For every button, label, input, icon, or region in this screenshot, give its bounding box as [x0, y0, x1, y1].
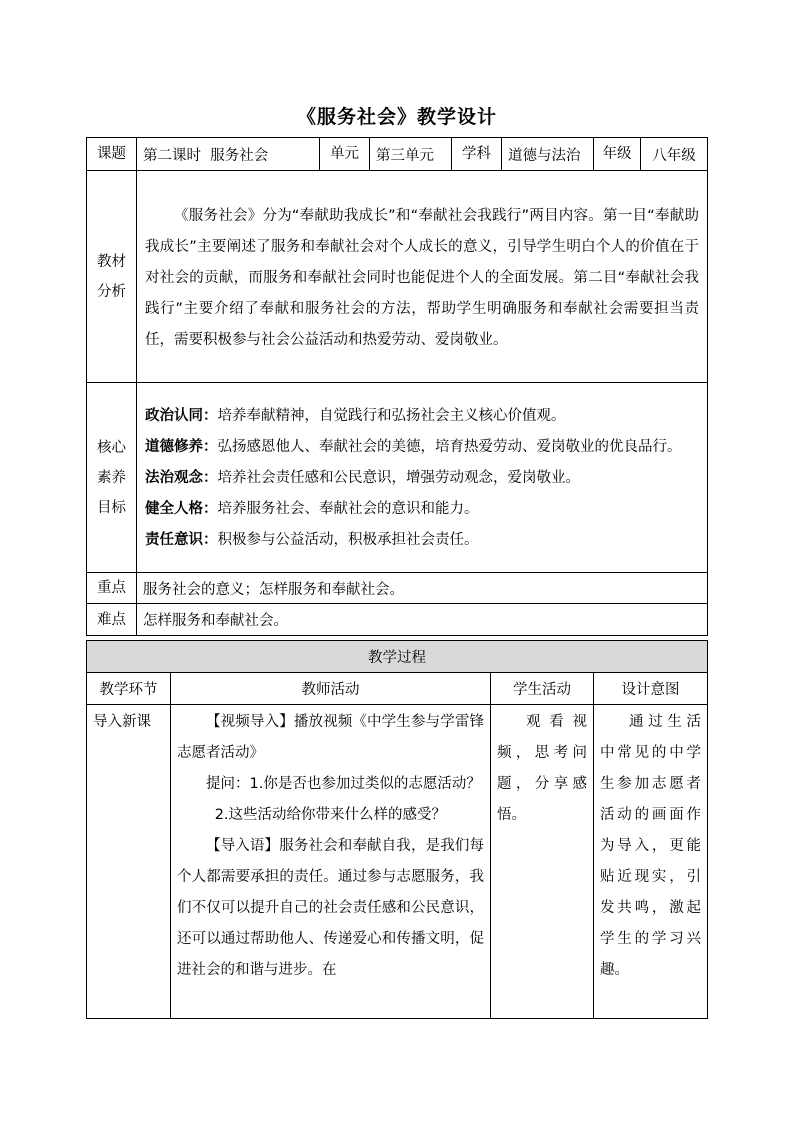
process-row	[87, 705, 708, 1019]
key-point-row	[87, 573, 708, 604]
student-activity-cell	[491, 705, 594, 1019]
teacher-activity-cell	[171, 705, 491, 1019]
core-goal-key: 健全人格：	[145, 501, 218, 517]
grade-value: 八年级	[652, 147, 696, 164]
teacher-paragraph: 【导入语】服务社会和奉献自我，是我们每个人都需要承担的责任。通过参与志愿服务，我们不仅可以提升自己的社会责任感和公民意识，还可以通过帮助他人、传递爱心和传播文明，促进社会的和谐与进步。在	[177, 838, 484, 978]
student-activity-text: 观看视频，思考问题，分享感悟。	[497, 714, 587, 823]
grade-label: 年级	[594, 138, 641, 171]
difficult-point-label: 难点	[87, 604, 137, 636]
process-columns-row	[87, 673, 708, 705]
unit-value: 第三单元	[376, 147, 434, 164]
core-label	[87, 383, 137, 573]
analysis-label-line1: 教材	[97, 253, 126, 270]
design-intent-cell	[594, 705, 708, 1019]
core-goal-text: 积极参与公益活动，积极承担社会责任。	[217, 532, 479, 548]
key-point-label: 重点	[87, 573, 137, 604]
column-header-stage: 教学环节	[87, 673, 171, 705]
analysis-label	[87, 171, 137, 383]
core-goals-list	[137, 395, 707, 560]
info-row	[87, 138, 708, 171]
lesson-label: 课题	[87, 138, 137, 171]
design-intent-text: 通过生活中常见的中学生参加志愿者活动的画面作为导入，更能贴近现实，引发共鸣，激起学生的学习兴趣。	[600, 714, 701, 978]
core-goal-item	[145, 494, 699, 525]
core-goal-text: 培养社会责任感和公民意识，增强劳动观念，爱岗敬业。	[217, 470, 580, 486]
teacher-paragraph: 2.这些活动给你带来什么样的感受？	[214, 807, 447, 823]
teacher-paragraph: 提问：1.你是否也参加过类似的志愿活动？	[206, 776, 481, 792]
column-header-teacher: 教师活动	[171, 673, 491, 705]
core-label-line2: 素养	[97, 469, 126, 486]
stage-cell: 导入新课	[87, 705, 171, 1019]
core-goal-key: 政治认同：	[145, 408, 218, 424]
difficult-point-row	[87, 604, 708, 636]
core-label-line1: 核心	[97, 439, 126, 456]
core-row	[87, 383, 708, 573]
core-goal-text: 弘扬感恩他人、奉献社会的美德，培育热爱劳动、爱岗敬业的优良品行。	[217, 439, 682, 455]
core-goal-item	[145, 525, 699, 556]
subject-label: 学科	[452, 138, 502, 171]
teacher-paragraph: 【视频导入】播放视频《中学生参与学雷锋志愿者活动》	[177, 714, 484, 761]
analysis-text: 《服务社会》分为“奉献助我成长”和“奉献社会我践行”两目内容。第一目“奉献助我成长”主要阐述了服务和奉献社会对个人成长的意义，引导学生明白个人的价值在于对社会的贡献，而服务和奉献社会同时也能促进个人的全面发展。第二目“奉献社会我践行”主要介绍了奉献和服务社会的方法，帮助学生明确服务和奉献社会需要担当责任，需要积极参与社会公益活动和热爱劳动、爱岗敬业。	[145, 207, 699, 348]
analysis-label-line2: 分析	[97, 283, 126, 300]
core-goal-item	[145, 401, 699, 432]
unit-label: 单元	[320, 138, 370, 171]
subject-value: 道德与法治	[508, 147, 581, 164]
core-goal-item	[145, 463, 699, 494]
process-table	[86, 640, 708, 1019]
column-header-intent: 设计意图	[594, 673, 708, 705]
analysis-row	[87, 171, 708, 383]
core-goal-item	[145, 432, 699, 463]
lesson-value: 第二课时 服务社会	[143, 147, 269, 164]
core-label-line3: 目标	[97, 499, 126, 516]
process-header: 教学过程	[87, 641, 708, 673]
core-goal-key: 责任意识：	[145, 532, 218, 548]
column-header-student: 学生活动	[491, 673, 594, 705]
core-goal-text: 培养服务社会、奉献社会的意识和能力。	[217, 501, 479, 517]
difficult-point-text: 怎样服务和奉献社会。	[143, 613, 288, 629]
info-table	[86, 137, 708, 636]
key-point-text: 服务社会的意义；怎样服务和奉献社会。	[143, 581, 404, 598]
core-goal-key: 道德修养：	[145, 439, 218, 455]
core-goal-text: 培养奉献精神，自觉践行和弘扬社会主义核心价值观。	[217, 408, 566, 424]
document-title: 《服务社会》教学设计	[296, 106, 497, 128]
process-header-row	[87, 641, 708, 673]
core-goal-key: 法治观念：	[145, 470, 218, 486]
